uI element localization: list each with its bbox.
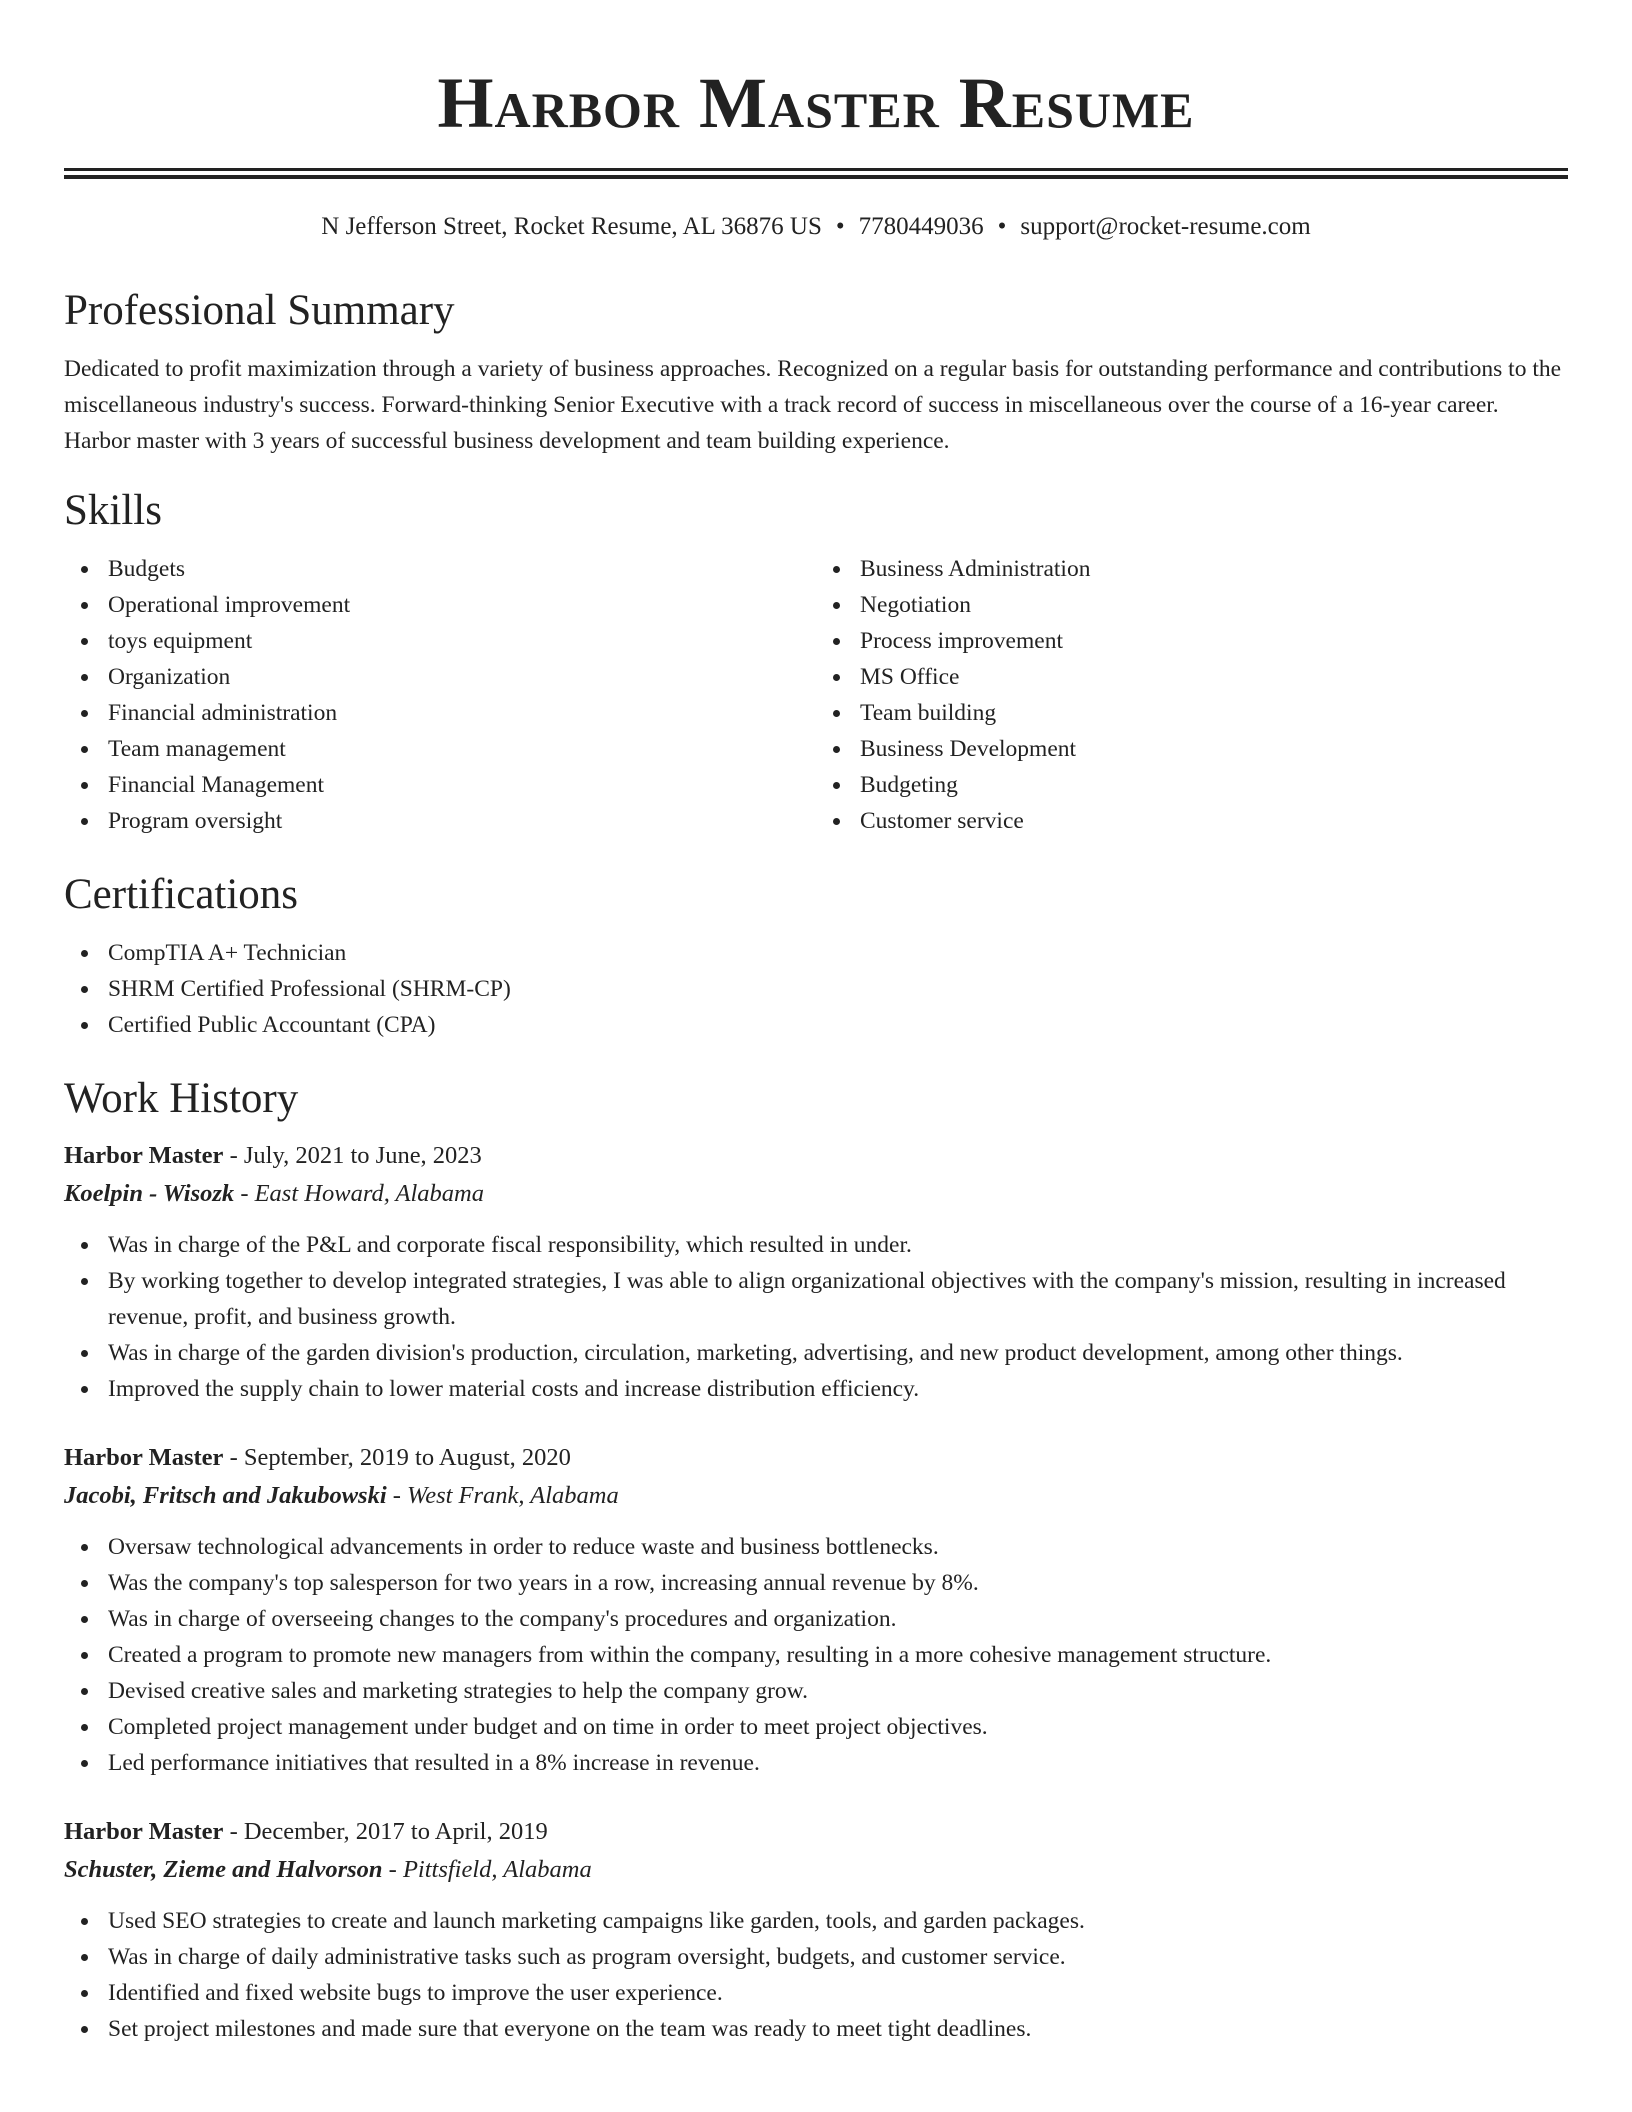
job-entry [64, 1813, 1568, 2047]
job-company-line [64, 1477, 1568, 1515]
job-bullet: Used SEO strategies to create and launch marketing campaigns like garden, tools, and garden packages. [108, 1903, 1568, 1939]
job-location: - Pittsfield, Alabama [382, 1856, 592, 1883]
job-bullet: Created a program to promote new managers from within the company, resulting in a more cohesive management structure. [108, 1637, 1568, 1673]
skill-item: Process improvement [860, 623, 1568, 659]
skill-item: Team management [108, 731, 816, 767]
job-bullet: Devised creative sales and marketing strategies to help the company grow. [108, 1673, 1568, 1709]
certification-item: CompTIA A+ Technician [108, 935, 1568, 971]
job-dates: - July, 2021 to June, 2023 [223, 1142, 482, 1169]
contact-separator: • [997, 213, 1007, 240]
resume-page [64, 0, 1568, 2047]
title-divider [64, 168, 1568, 179]
job-bullet: Was in charge of the garden division's production, circulation, marketing, advertising, and new product development, among other things. [108, 1335, 1568, 1371]
job-bullet: Was in charge of the P&L and corporate fiscal responsibility, which resulted in under. [108, 1227, 1568, 1263]
contact-address: N Jefferson Street, Rocket Resume, AL 36876 US [321, 213, 822, 240]
job-bullet: Was the company's top salesperson for two years in a row, increasing annual revenue by 8%. [108, 1565, 1568, 1601]
job-bullets [64, 1903, 1568, 2047]
job-bullet: By working together to develop integrated strategies, I was able to align organizational objectives with the company's mission, resulting in increased revenue, profit, and business growth. [108, 1263, 1568, 1335]
job-title-line [64, 1439, 1568, 1477]
work-history-heading: Work History [64, 1075, 299, 1122]
certification-item: Certified Public Accountant (CPA) [108, 1007, 1568, 1043]
skill-item: Financial Management [108, 767, 816, 803]
contact-phone: 7780449036 [858, 213, 984, 240]
resume-title: Harbor Master Resume [437, 63, 1195, 143]
job-bullet: Set project milestones and made sure that everyone on the team was ready to meet tight deadlines. [108, 2011, 1568, 2047]
contact-info [64, 211, 1568, 243]
contact-separator: • [835, 213, 845, 240]
skill-item: Business Development [860, 731, 1568, 767]
skill-item: Business Administration [860, 551, 1568, 587]
skill-item: Team building [860, 695, 1568, 731]
skills-column-right [816, 551, 1568, 839]
certifications-list [64, 935, 1568, 1043]
job-entry [64, 1439, 1568, 1781]
contact-email: support@rocket-resume.com [1020, 213, 1311, 240]
job-bullet: Was in charge of overseeing changes to the company's procedures and organization. [108, 1601, 1568, 1637]
skill-item: Negotiation [860, 587, 1568, 623]
job-bullet: Oversaw technological advancements in order to reduce waste and business bottlenecks. [108, 1529, 1568, 1565]
skill-item: Program oversight [108, 803, 816, 839]
job-bullet: Identified and fixed website bugs to improve the user experience. [108, 1975, 1568, 2011]
work-history-list [64, 1137, 1568, 2047]
skill-item: MS Office [860, 659, 1568, 695]
skills-list [64, 551, 1568, 839]
job-title-line [64, 1813, 1568, 1851]
certification-item: SHRM Certified Professional (SHRM-CP) [108, 971, 1568, 1007]
certifications-heading: Certifications [64, 871, 299, 918]
summary-heading: Professional Summary [64, 287, 455, 334]
job-entry [64, 1137, 1568, 1407]
job-bullet: Improved the supply chain to lower material costs and increase distribution efficiency. [108, 1371, 1568, 1407]
job-dates: - September, 2019 to August, 2020 [223, 1444, 571, 1471]
job-bullet: Completed project management under budget and on time in order to meet project objectives. [108, 1709, 1568, 1745]
job-company: Koelpin - Wisozk [64, 1180, 235, 1207]
skills-column-left [64, 551, 816, 839]
job-company-line [64, 1851, 1568, 1889]
job-bullet: Was in charge of daily administrative tasks such as program oversight, budgets, and customer service. [108, 1939, 1568, 1975]
job-title: Harbor Master [64, 1444, 224, 1471]
skill-item: Organization [108, 659, 816, 695]
job-location: - West Frank, Alabama [386, 1482, 619, 1509]
job-title-line [64, 1137, 1568, 1175]
skill-item: Operational improvement [108, 587, 816, 623]
skill-item: toys equipment [108, 623, 816, 659]
skill-item: Budgets [108, 551, 816, 587]
skill-item: Financial administration [108, 695, 816, 731]
job-company-line [64, 1175, 1568, 1213]
job-title: Harbor Master [64, 1818, 224, 1845]
job-bullets [64, 1227, 1568, 1407]
job-bullets [64, 1529, 1568, 1781]
job-title: Harbor Master [64, 1142, 224, 1169]
job-location: - East Howard, Alabama [234, 1180, 484, 1207]
skills-heading: Skills [64, 487, 162, 534]
job-dates: - December, 2017 to April, 2019 [223, 1818, 548, 1845]
skill-item: Budgeting [860, 767, 1568, 803]
job-bullet: Led performance initiatives that resulted in a 8% increase in revenue. [108, 1745, 1568, 1781]
summary-text: Dedicated to profit maximization through a variety of business approaches. Recognized on a regular basis for outstanding performance and contributions to the miscellaneous industry's success. Forward-thinking Senior Executive with a track record of success in miscellaneous over the course of a 16-year career. Harbor master with 3 years of successful business development and team building experience. [64, 356, 1562, 454]
job-company: Schuster, Zieme and Halvorson [64, 1856, 383, 1883]
skill-item: Customer service [860, 803, 1568, 839]
job-company: Jacobi, Fritsch and Jakubowski [64, 1482, 387, 1509]
